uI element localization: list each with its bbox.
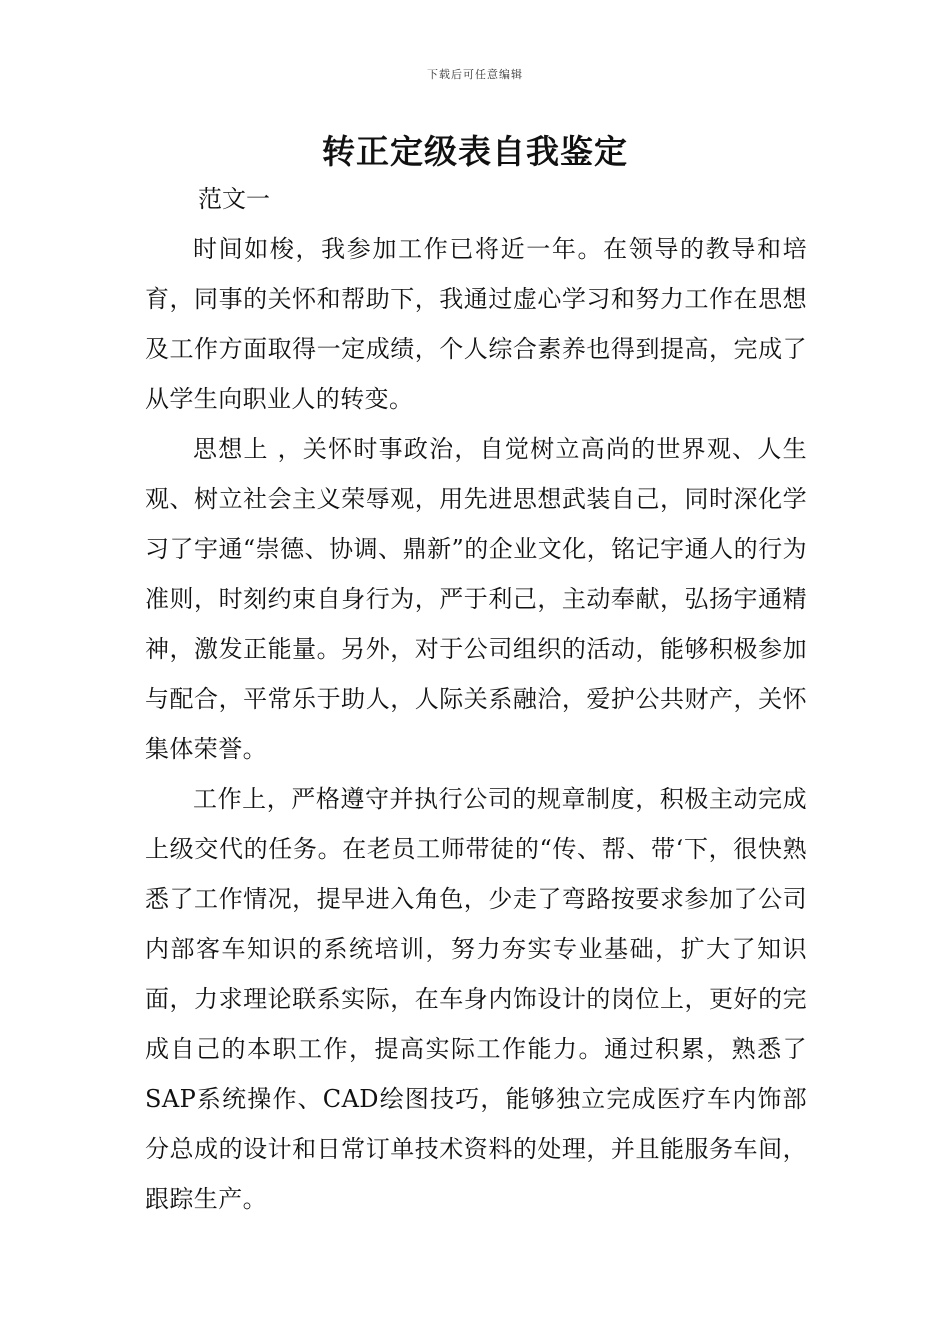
paragraph-thought: 思想上 ，关怀时事政治，自觉树立高尚的世界观、人生观、树立社会主义荣辱观，用先进思想武装自己，同时深化学习了宇通“崇德、协调、鼎新”的企业文化，铭记宇通人的行为准则，时刻约束自身行为，严于利己，主动奉献，弘扬宇通精神，激发正能量。另外，对于公司组织的活动，能够积极参加与配合，平常乐于助人，人际关系融洽，爱护公共财产，关怀集体荣誉。: [145, 435, 807, 763]
paragraph-work: 工作上，严格遵守并执行公司的规章制度，积极主动完成上级交代的任务。在老员工师带徒的“传、帮、带‘下，很快熟悉了工作情况，提早进入角色，少走了弯路按要求参加了公司内部客车知识的系统培训，努力夯实专业基础，扩大了知识面，力求理论联系实际，在车身内饰设计的岗位上，更好的完成自己的本职工作，提高实际工作能力。通过积累，熟悉了SAP系统操作、CAD绘图技巧，能够独立完成医疗车内饰部分总成的设计和日常订单技术资料的处理，并且能服务车间，跟踪生产。: [145, 785, 807, 1213]
document-title: 转正定级表自我鉴定: [322, 132, 628, 171]
header-note: 下载后可任意编辑: [427, 68, 523, 81]
document-body: [145, 224, 807, 1224]
section-label: 范文一: [198, 185, 270, 213]
paragraph-intro: 时间如梭，我参加工作已将近一年。在领导的教导和培育，同事的关怀和帮助下，我通过虚心学习和努力工作在思想及工作方面取得一定成绩，个人综合素养也得到提高，完成了从学生向职业人的转变。: [145, 235, 807, 413]
